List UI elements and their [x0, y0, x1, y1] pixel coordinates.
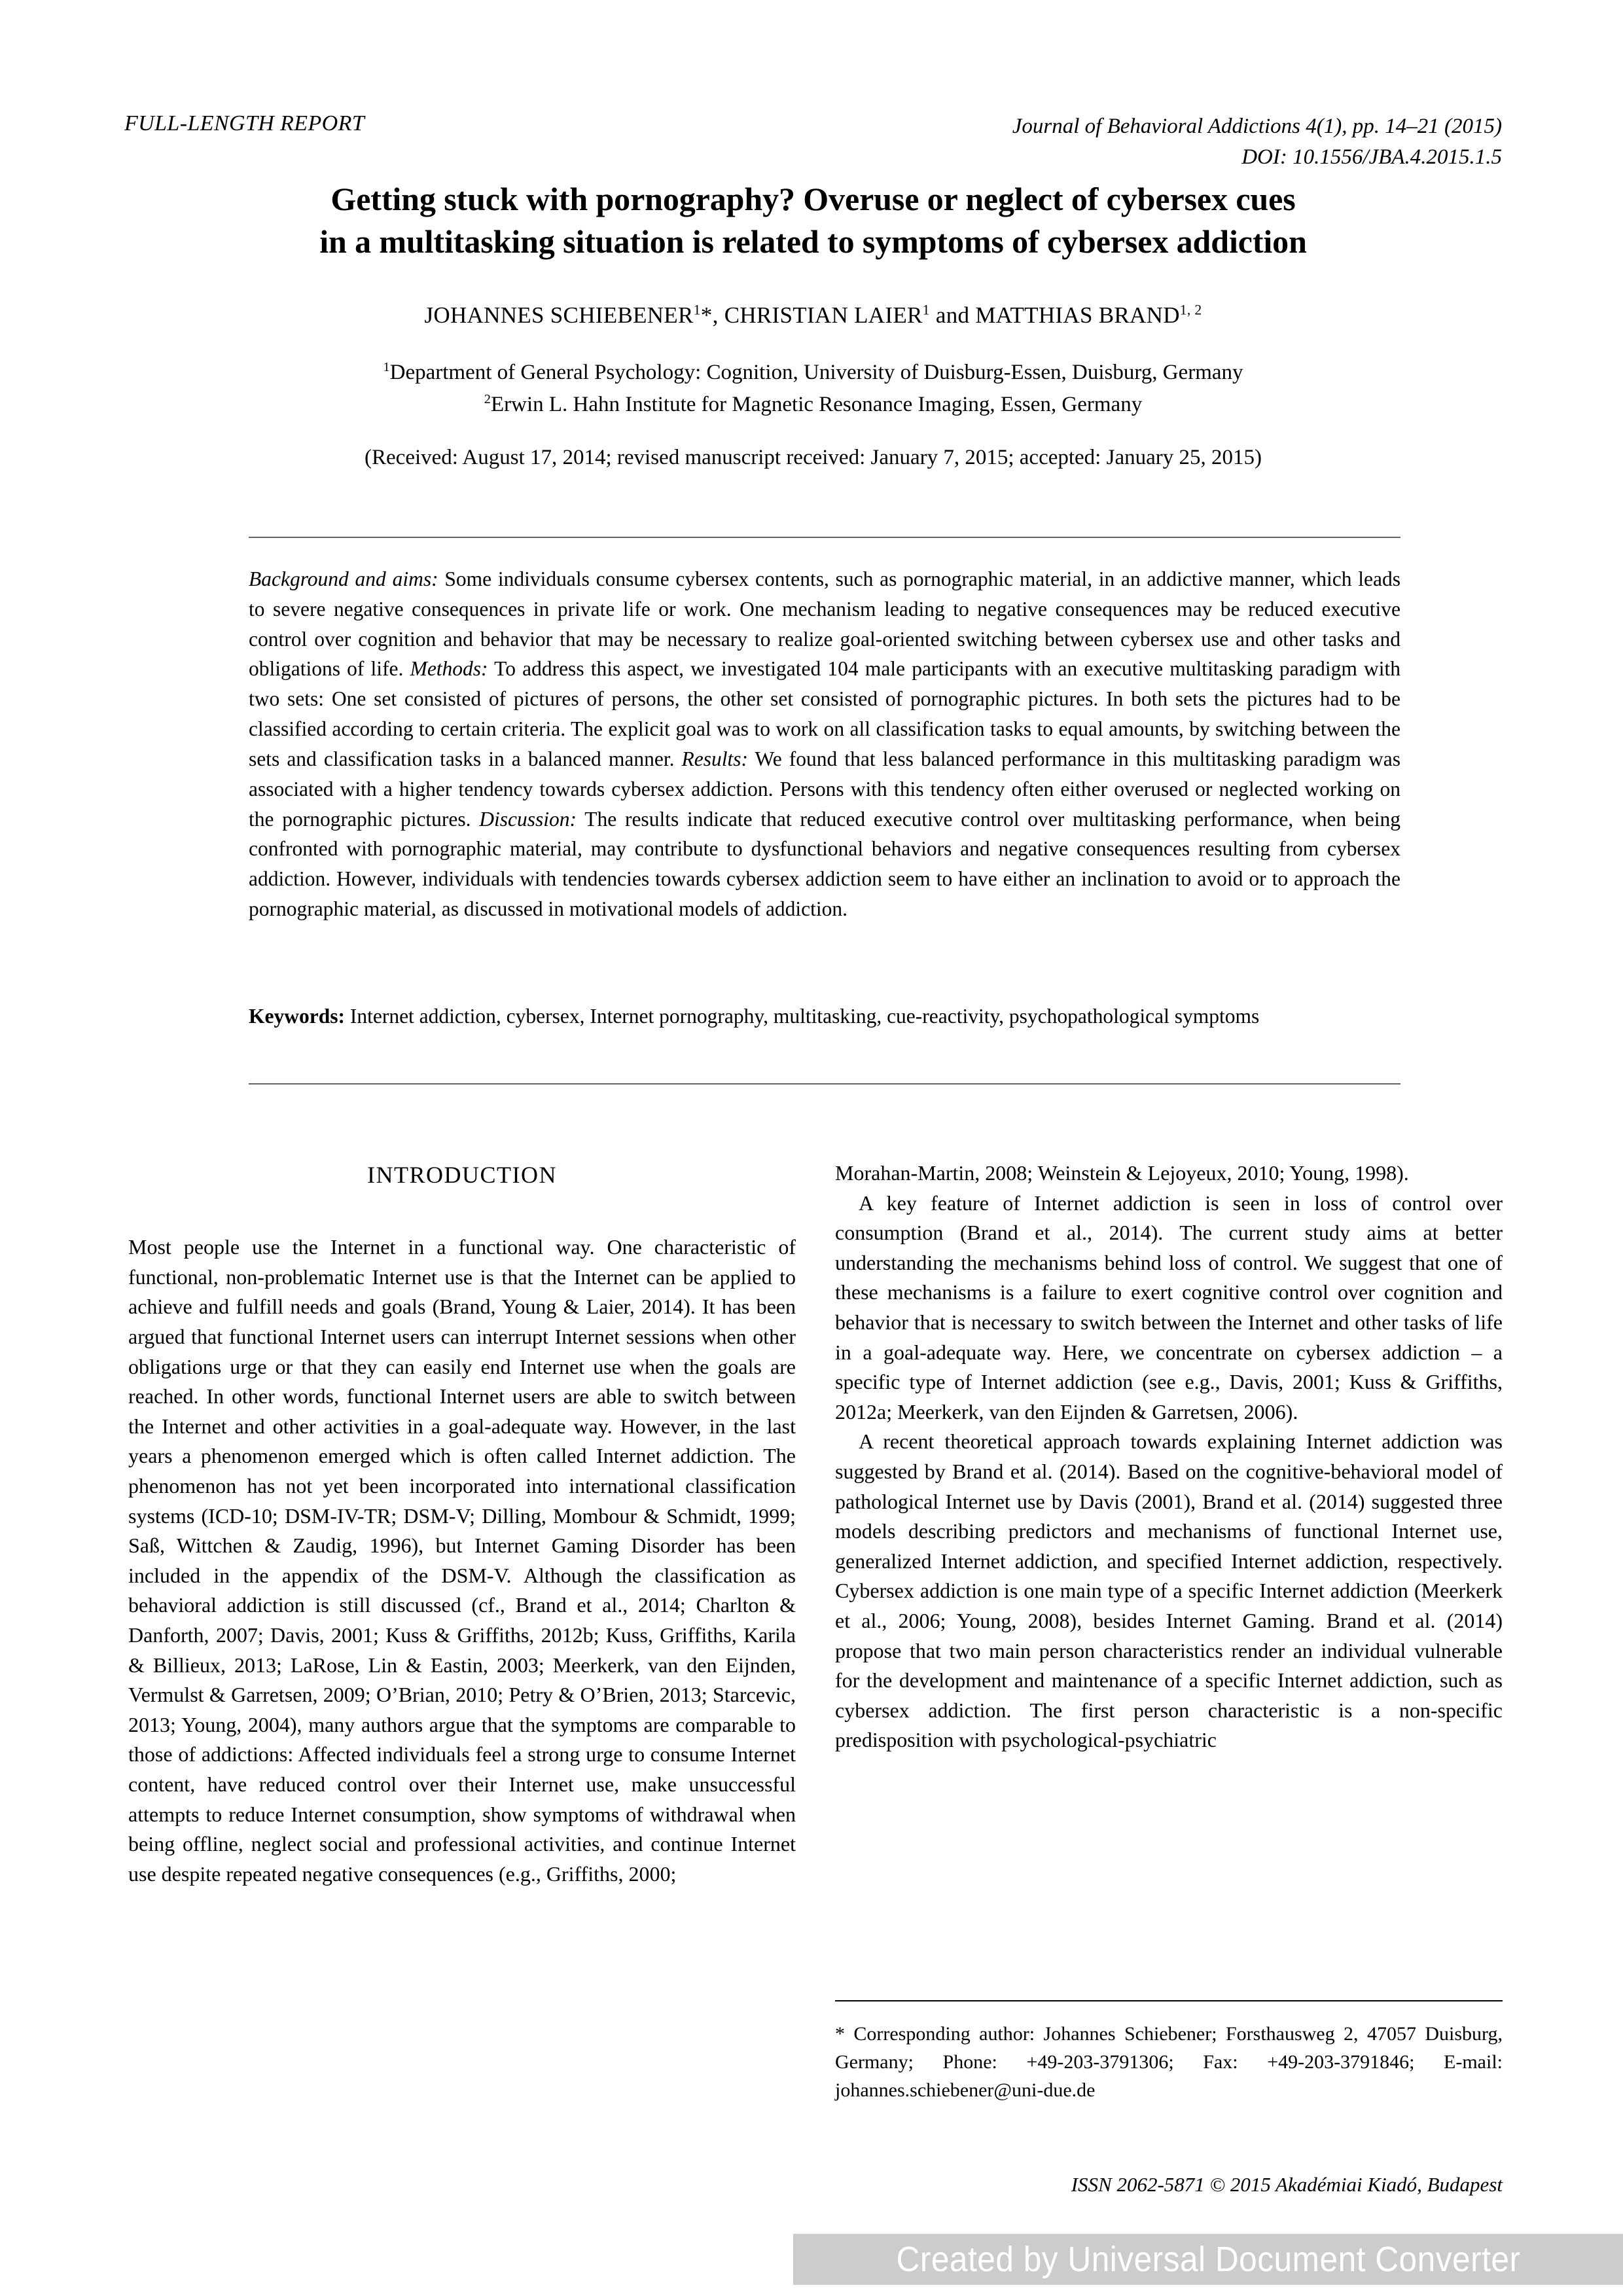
issn-footer: ISSN 2062-5871 © 2015 Akadémiai Kiadó, Budapest: [1071, 2173, 1503, 2196]
abstract-text-methods: To address this aspect, we investigated 104 male participants with an executive multitasking paradigm with two sets: One set consisted of pictures of persons, the other set consisted of pornographic pictures. In both sets the pictures had to be classified according to certain criteria. The explicit goal was to work on all classification tasks to equal amounts, by switching between the sets and classification tasks in a balanced manner.: [249, 657, 1400, 770]
corresponding-author-footnote: * Corresponding author: Johannes Schiebener; Forsthausweg 2, 47057 Duisburg, Germany; Phone: +49-203-3791306; Fax: +49-203-3791846; E-mail: johannes.schiebener@uni-due.de: [835, 2023, 1503, 2102]
author-separator: and: [929, 302, 976, 328]
running-head: [124, 111, 1502, 173]
author-1-name: JOHANNES SCHIEBENER: [424, 302, 694, 328]
title-line-1: Getting stuck with pornography? Overuse or neglect of cybersex cues: [330, 181, 1296, 217]
doi-line: DOI: 10.1556/JBA.4.2015.1.5: [1241, 145, 1502, 169]
page-title: [124, 178, 1502, 263]
author-1-affil-marker: 1: [693, 302, 701, 318]
journal-citation: Journal of Behavioral Addictions 4(1), pp. 14–21 (2015): [1012, 115, 1502, 138]
author-1-corresponding-marker: *,: [700, 302, 724, 328]
paragraph: A key feature of Internet addiction is seen in loss of control over consumption (Brand et al., 2014). The current study aims at better understanding the mechanisms behind loss of control. We suggest that one of these mechanisms is a failure to exert cognitive control over cognition and behavior that is necessary to switch between the Internet and other tasks of life in a goal-adequate way. Here, we concentrate on cybersex addiction – a specific type of Internet addiction (see e.g., Davis, 2001; Kuss & Griffiths, 2012a; Meerkerk, van den Eijnden & Garretsen, 2006).: [835, 1191, 1503, 1424]
affiliation-1-marker: 1: [383, 360, 390, 374]
paragraph: Most people use the Internet in a functional way. One characteristic of functional, non-problematic Internet use is that the Internet can be applied to achieve and fulfill needs and goals (Brand, Young & Laier, 2014). It has been argued that functional Internet users can interrupt Internet sessions when other obligations urge or that they can easily end Internet use when the goals are reached. In other words, functional Internet users are able to switch between the Internet and other activities in a goal-adequate way. However, in the last years a phenomenon emerged which is often called Internet addiction. The phenomenon has not yet been incorporated into international classification systems (ICD-10; DSM-IV-TR; DSM-V; Dilling, Mombour & Schmidt, 1999; Saß, Wittchen & Zaudig, 1996), but Internet Gaming Disorder has been included in the appendix of the DSM-V. Although the classification as behavioral addiction is still discussed (cf., Brand et al., 2014; Charlton & Danforth, 2007; Davis, 2001; Kuss & Griffiths, 2012b; Kuss, Griffiths, Karila & Billieux, 2013; LaRose, Lin & Eastin, 2003; Meerkerk, van den Eijnden, Vermulst & Garretsen, 2009; O’Brian, 2010; Petry & O’Brien, 2013; Starcevic, 2013; Young, 2004), many authors argue that the symptoms are comparable to those of addictions: Affected individuals feel a strong urge to consume Internet content, have reduced control over their Internet use, make unsuccessful attempts to reduce Internet consumption, show symptoms of withdrawal when being offline, neglect social and professional activities, and continue Internet use despite repeated negative consequences (e.g., Griffiths, 2000;: [128, 1235, 796, 1886]
author-3-affil-marker: 1, 2: [1179, 302, 1202, 318]
abstract-text-results: We found that less balanced performance in this multitasking paradigm was associated with a higher tendency towards cybersex addiction. Persons with this tendency often either overused or neglected working on the pornographic pictures.: [249, 747, 1401, 831]
title-line-2: in a multitasking situation is related to symptoms of cybersex addiction: [319, 223, 1307, 260]
journal-citation-block: [1012, 111, 1502, 173]
abstract-text-discussion: The results indicate that reduced executive control over multitasking performance, when being confronted with pornographic material, may contribute to dysfunctional behaviors and negative consequences resulting from cybersex addiction. However, individuals with tendencies towards cybersex addiction seem to have either an inclination to avoid or to approach the pornographic material, as discussed in motivational models of addiction.: [249, 807, 1401, 921]
submission-dates: (Received: August 17, 2014; revised manuscript received: January 7, 2015; accepted: January 25, 2015): [365, 446, 1262, 469]
paragraph: Morahan-Martin, 2008; Weinstein & Lejoyeux, 2010; Young, 1998).: [835, 1161, 1409, 1185]
paragraph: A recent theoretical approach towards explaining Internet addiction was suggested by Brand et al. (2014). Based on the cognitive-behavioral model of pathological Internet use by Davis (2001), Brand et al. (2014) suggested three models describing predictors and mechanisms of functional Internet use, generalized Internet addiction, and specified Internet addiction, respectively. Cybersex addiction is one main type of a specific Internet addiction (Meerkerk et al., 2006; Young, 2008), besides Internet Gaming. Brand et al. (2014) propose that two main person characteristics render an individual vulnerable for the development and maintenance of a specific Internet addiction, such as cybersex addiction. The first person characteristic is a non-specific predisposition with psychological-psychiatric: [835, 1429, 1503, 1752]
abstract: [249, 564, 1400, 924]
abstract-label-discussion: Discussion:: [479, 807, 577, 831]
author-2-name: CHRISTIAN LAIER: [724, 302, 923, 328]
body-column-right: [835, 1158, 1503, 1755]
author-list: [124, 302, 1502, 329]
abstract-bottom-divider: [249, 1083, 1400, 1085]
abstract-label-background: Background and aims:: [249, 567, 438, 590]
section-heading-introduction: INTRODUCTION: [367, 1162, 557, 1188]
affiliation-2-marker: 2: [484, 391, 491, 406]
abstract-text-background: Some individuals consume cybersex contents, such as pornographic material, in an addictive manner, which leads to severe negative consequences in private life or work. One mechanism leading to negative consequences may be reduced executive control over cognition and behavior that may be necessary to realize goal-oriented switching between cybersex use and other tasks and obligations of life.: [249, 567, 1400, 681]
abstract-top-divider: [249, 537, 1400, 538]
keywords: [249, 1001, 1400, 1031]
author-2-affil-marker: 1: [922, 302, 930, 318]
affiliation-1: [124, 357, 1502, 389]
affiliation-2-text: Erwin L. Hahn Institute for Magnetic Resonance Imaging, Essen, Germany: [490, 392, 1143, 416]
author-3-name: MATTHIAS BRAND: [975, 302, 1180, 328]
keywords-label: Keywords:: [249, 1005, 345, 1028]
affiliation-1-text: Department of General Psychology: Cognition, University of Duisburg-Essen, Duisburg, Germany: [389, 361, 1243, 384]
keywords-text: Internet addiction, cybersex, Internet pornography, multitasking, cue-reactivity, psychopathological symptoms: [344, 1005, 1260, 1028]
affiliation-list: [124, 357, 1502, 421]
article-type-label: FULL-LENGTH REPORT: [124, 111, 365, 135]
abstract-label-methods: Methods:: [410, 657, 488, 681]
footnote-divider: [835, 2000, 1503, 2001]
watermark-text: Created by Universal Document Converter: [896, 2240, 1520, 2279]
watermark-banner: [793, 2234, 1623, 2285]
affiliation-2: [124, 389, 1502, 421]
body-column-left: [128, 1158, 796, 1889]
abstract-label-results: Results:: [681, 747, 749, 770]
